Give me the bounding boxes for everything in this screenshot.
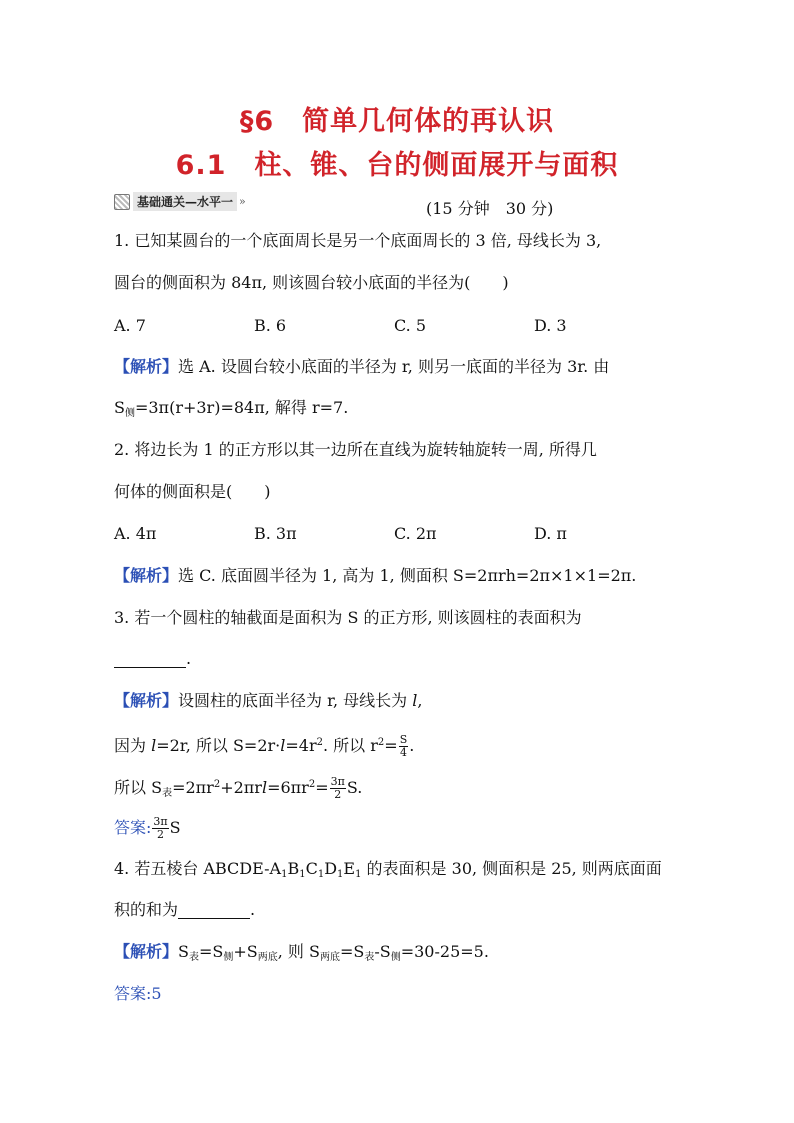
q2-line1: 2. 将边长为 1 的正方形以其一边所在直线为旋转轴旋转一周, 所得几 <box>114 440 597 459</box>
level-banner <box>114 193 246 210</box>
fraction-denominator: 4 <box>399 746 407 759</box>
q3-solution-line2 <box>114 732 414 759</box>
q4-l1-s1: 1 <box>281 869 288 880</box>
analysis-tag: 【解析】 <box>114 691 179 710</box>
chapter-title: §6 简单几何体的再认识 <box>239 106 555 137</box>
q3-answer <box>114 816 181 841</box>
q3-sol3-f: S. <box>346 778 363 797</box>
q4-l1-s4: 1 <box>337 869 344 880</box>
q4-sol-g: =30-25=5. <box>400 942 489 961</box>
answer-label: 答案: <box>114 818 152 837</box>
q4-sol-s3: 两底 <box>257 952 278 963</box>
q3-sol2-l: l <box>151 736 157 755</box>
q4-answer: 答案:5 <box>114 984 162 1003</box>
q3-solution-line3 <box>114 774 362 805</box>
q4-line1 <box>114 858 662 886</box>
fraction <box>330 776 346 801</box>
q4-sol-s6: 侧 <box>390 952 401 963</box>
analysis-tag: 【解析】 <box>114 357 179 376</box>
q4-l1-e: E <box>343 859 356 878</box>
q3-sol1-a: 设圆柱的底面半径为 r, 母线长为 <box>178 691 413 710</box>
q4-sol-d: , 则 S <box>277 942 320 961</box>
q3-blank-line <box>114 648 191 670</box>
q3-sol2-b: =2r, 所以 S=2r· <box>156 736 281 755</box>
fraction-numerator: S <box>399 733 408 746</box>
q2-line2: 何体的侧面积是( ) <box>114 482 271 501</box>
fraction-denominator: 2 <box>334 788 342 801</box>
section-subtitle: 6.1 柱、锥、台的侧面展开与面积 <box>175 150 619 181</box>
q1-line1: 1. 已知某圆台的一个底面周长是另一个底面周长的 3 倍, 母线长为 3, <box>114 231 602 250</box>
q4-l1-s2: 1 <box>299 869 306 880</box>
q4-l1-f: 的表面积是 30, 侧面积是 25, 则两底面面 <box>361 859 662 878</box>
double-arrow-icon: » <box>239 195 246 208</box>
q4-sol-s1: 表 <box>188 952 199 963</box>
book-icon <box>114 194 130 210</box>
q3-sol3-c: +2πr <box>220 778 262 797</box>
q4-l2-end: . <box>250 900 256 919</box>
q3-sol2-sup: 2 <box>316 737 323 748</box>
q2-option-b: B. 3π <box>254 524 297 543</box>
q2-option-d: D. π <box>534 524 567 543</box>
fraction-denominator: 2 <box>157 828 165 841</box>
q3-sol2-e: = <box>384 736 398 755</box>
q4-l1-b: B <box>287 859 300 878</box>
fraction-numerator: 3π <box>330 775 345 788</box>
q4-sol-e: =S <box>339 942 365 961</box>
q4-l1-c: C <box>305 859 318 878</box>
fraction-numerator: 3π <box>153 815 168 828</box>
q4-sol-f: -S <box>374 942 391 961</box>
q4-sol-s5: 表 <box>364 952 375 963</box>
q2-options <box>114 523 567 545</box>
q4-sol-b: =S <box>198 942 224 961</box>
fraction <box>399 734 409 759</box>
q3-sol1-b: , <box>417 691 423 710</box>
answer-blank <box>114 651 186 668</box>
q3-sol3-e: = <box>315 778 329 797</box>
q3-solution-line1 <box>114 690 422 712</box>
q2-option-c: C. 2π <box>394 524 437 543</box>
q4-solution <box>114 941 489 969</box>
q3-sol3-sub: 表 <box>162 788 173 799</box>
q1-sol2-a: S <box>114 398 125 417</box>
q1-solution-line1 <box>114 356 609 378</box>
q3-sol2-sup2: 2 <box>377 737 385 748</box>
q3-sol3-d: =6πr <box>267 778 309 797</box>
q3-sol2-f: . <box>409 736 415 755</box>
q3-sol2-c: =4r <box>285 736 317 755</box>
q1-solution-line2 <box>114 397 348 425</box>
q3-line1: 3. 若一个圆柱的轴截面是面积为 S 的正方形, 则该圆柱的表面积为 <box>114 608 582 627</box>
q4-sol-c: +S <box>233 942 258 961</box>
q1-option-b: B. 6 <box>254 316 287 335</box>
q1-line2: 圆台的侧面积为 84π, 则该圆台较小底面的半径为( ) <box>114 273 509 292</box>
time-score: (15 分钟 30 分) <box>426 199 554 218</box>
q1-options <box>114 315 567 337</box>
q2-sol: 选 C. 底面圆半径为 1, 高为 1, 侧面积 S=2πrh=2π×1×1=2π. <box>178 566 637 585</box>
q3-end: . <box>186 649 192 668</box>
banner-text: 基础通关—水平一 <box>133 192 237 211</box>
q3-sol2-l2: l <box>280 736 286 755</box>
q4-sol-s2: 侧 <box>223 952 234 963</box>
q4-l1-d: D <box>324 859 338 878</box>
q4-sol-s4: 两底 <box>319 952 340 963</box>
q4-line2 <box>114 899 255 921</box>
q2-solution <box>114 565 636 587</box>
q1-sol1: 选 A. 设圆台较小底面的半径为 r, 则另一底面的半径为 3r. 由 <box>178 357 610 376</box>
q1-sol2-sub: 侧 <box>124 408 135 419</box>
q3-sol3-sup2: 2 <box>308 779 316 790</box>
answer-blank <box>178 902 250 919</box>
q1-sol2-b: =3π(r+3r)=84π, 解得 r=7. <box>134 398 349 417</box>
answer-tail: S <box>169 818 181 837</box>
q4-l1-s5: 1 <box>355 869 362 880</box>
q1-option-d: D. 3 <box>534 316 567 335</box>
q4-sol-a: S <box>178 942 189 961</box>
q3-sol2-d: . 所以 r <box>322 736 378 755</box>
q3-sol3-sup: 2 <box>213 779 221 790</box>
q1-option-a: A. 7 <box>114 316 146 335</box>
q3-sol3-l: l <box>261 778 268 797</box>
q3-sol3-b: =2πr <box>172 778 214 797</box>
q4-l2: 积的和为 <box>114 900 179 919</box>
q3-sol1-l: l <box>412 691 418 710</box>
q3-sol2-a: 因为 <box>114 736 152 755</box>
q4-l1-a: 4. 若五棱台 ABCDE-A <box>114 859 282 878</box>
analysis-tag: 【解析】 <box>114 566 179 585</box>
fraction <box>152 816 168 841</box>
q2-option-a: A. 4π <box>114 524 157 543</box>
q4-l1-s3: 1 <box>317 869 325 880</box>
q3-sol3-a: 所以 S <box>114 778 163 797</box>
analysis-tag: 【解析】 <box>114 942 179 961</box>
q1-option-c: C. 5 <box>394 316 427 335</box>
